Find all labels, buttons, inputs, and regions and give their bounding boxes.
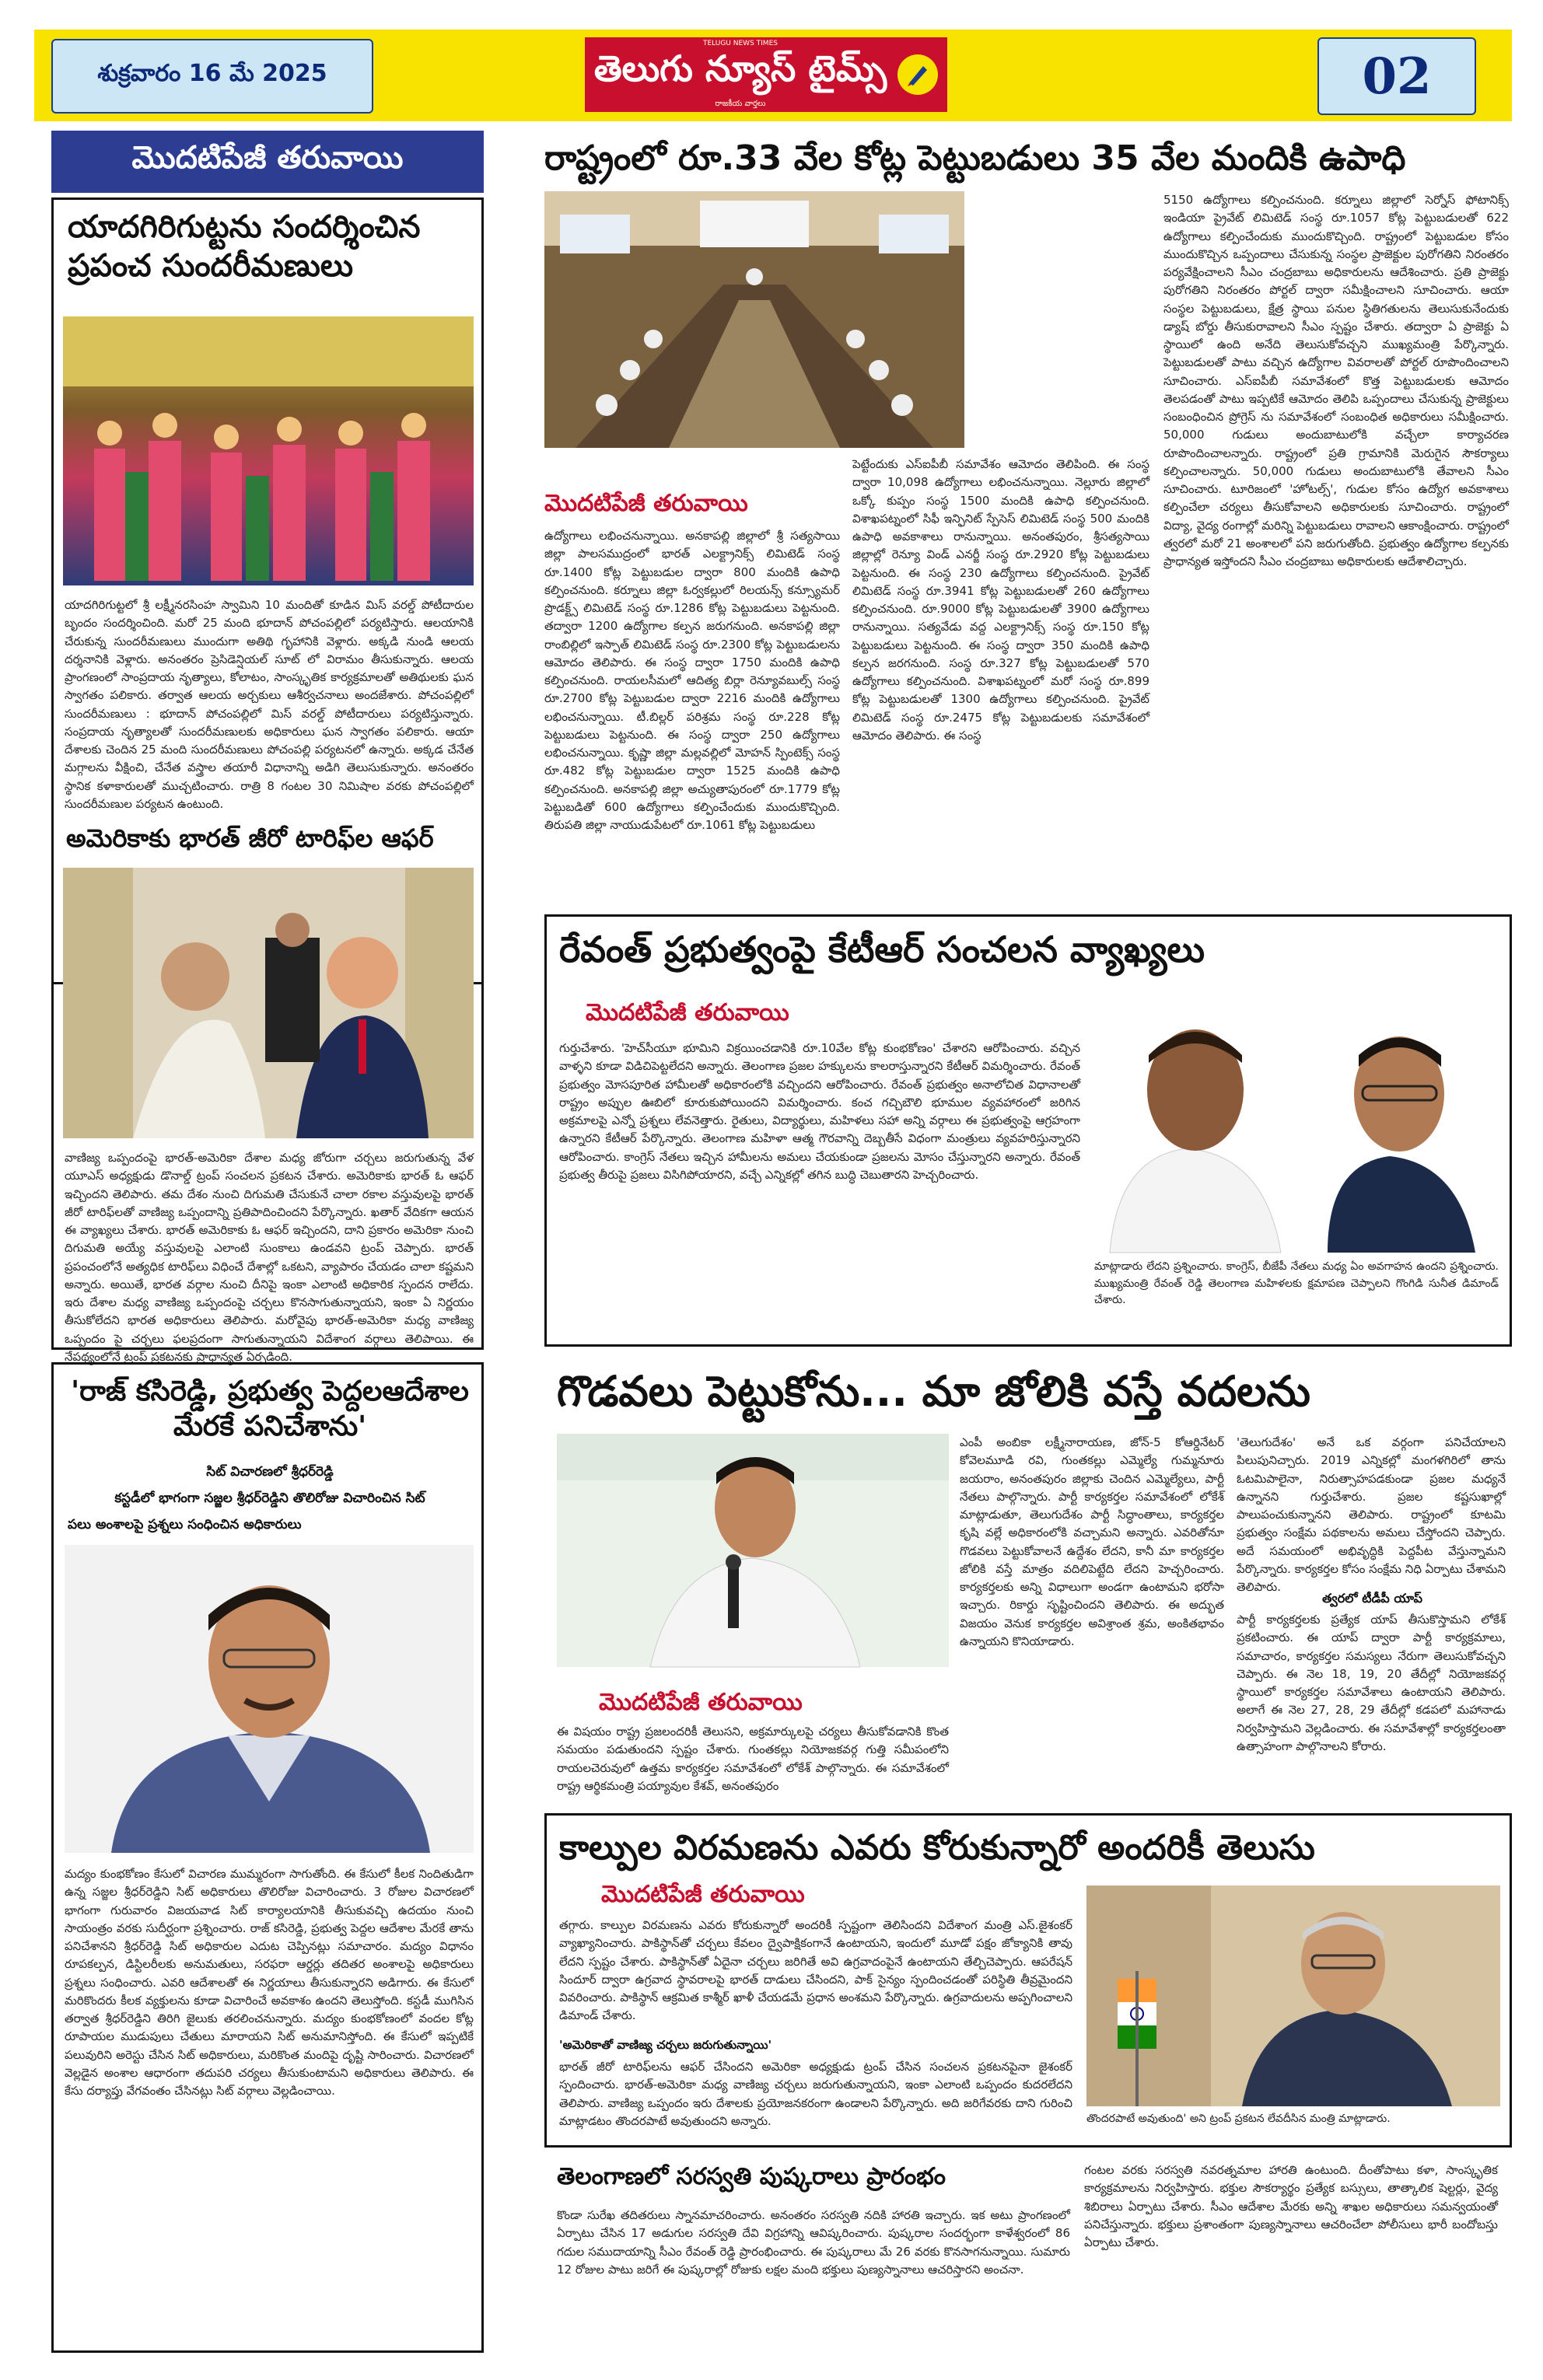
body-investment-right: 5150 ఉద్యోగాలు కల్పించనుంది. కర్నూలు జిల్లాలో సెర్నోస్ ఫోటానిక్స్ ఇండియా ప్రైవేట్ లిమిటెడ్ సంస్థ రూ.1057 కోట్ల పెట్టుబడులతో 622 ఉద్యోగాలు కల్పించేందుకు ముందుకొచ్చింది. రాష్ట్రంలో పెట్టుబడుల కోసం ముందుకొచ్చిన ఒప్పందాలు చేసుకున్న సంస్థల ప్రాజెక్టుల పురోగతిని నిరంతరం పర్యవేక్షించాలని సీఎం చంద్రబాబు అధికారులను ఆదేశించారు. ప్రతి ప్రాజెక్టు పురోగతిని నిరంతరం పోర్టల్ ద్వారా సమీక్షించాలని సూచించారు. ఆయా సంస్థల పెట్టుబడులు, క్షేత్ర స్థాయి పనుల స్థితిగతులను తెలుసుకునేందుకు డ్యాష్ బోర్డు తీసుకురావాలని సీఎం స్పష్టం చేశారు. తద్వారా ఏ ప్రాజెక్టు ఏ స్థాయిలో ఉంది అనేది తెలుసుకోవచ్చని ముఖ్యమంత్రి పేర్కొన్నారు. పెట్టుబడులతో పాటు వచ్చిన ఉద్యోగాల వివరాలతో పోర్టల్ రూపొందించాలని సూచించారు. ఎస్ఐపీబీ సమావేశంలో కొత్త పెట్టుబడులకు ఆమోదం తెలపడంతో పాటు ఇప్పటికే ఆమోదం తెలిపి ఒప్పందాలు చేసుకున్న ప్రాజెక్టులు సంబంధించిన ప్రోగ్రెస్ ను సమావేశంలో సంబంధిత అధికారులు సమీక్షించారు. 50,000 గుడులు అందుబాటులోకి వచ్చేలా కార్యాచరణ రూపొందించాలన్నారు. రాష్ట్రంలో ప్రతి గ్రామానికి మెరుగైన సౌకర్యాలు కల్పించాలన్నారు. 50,000 గుడులు అందుబాటులోకి తేవాలని సీఎం సూచించారు. టూరిజంలో 'హోటల్స్', గుడుల కోసం ఉద్యోగ అవకాశాలు కల్పించేలా చర్యలు తీసుకోవాలని అధికారులకు సూచించారు. రాష్ట్రంలో విద్యా, వైద్య రంగాల్లో మరిన్ని పెట్టుబడులు రావాలని ఆకాంక్షించారు. రాష్ట్రంలో త్వరలో మరో 21 అంశాలలో పని జరుగుతోంది. ప్రభుత్వం ఉద్యోగాల కల్పనకు ప్రాధాన్యత ఇస్తోందని సీఎం చంద్రబాబు అధికారులకు ఆదేశాలిచ్చారు. (1163, 193, 1509, 568)
headline-revanth: రేవంత్ ప్రభుత్వంపై కేటీఆర్ సంచలన వ్యాఖ్యలు (559, 928, 1205, 970)
subhead-custody: కస్టడీలో భాగంగా సజ్జల శ్రీధర్‌రెడ్డిని తొలిరోజు విచారించిన సిట్ (114, 1491, 425, 1506)
headline-yadagiri: యాదగిరిగుట్టను సందర్శించిన ప్రపంచ సుందరీమణులు (68, 209, 421, 284)
article-raj-kasireddy (51, 1362, 484, 2353)
subhead-sit: సిట్ విచారణలో శ్రీధర్‌రెడ్డి (206, 1464, 334, 1480)
headline-investment: రాష్ట్రంలో రూ.33 వేల కోట్ల పెట్టుబడులు 35 వేల మందికి ఉపాధి (544, 138, 1406, 178)
article-investment (510, 131, 1512, 908)
article-pushkaralu (544, 2160, 1512, 2354)
date-box (51, 39, 373, 114)
body-pushkaralu-left: కొండా సురేఖ తదితరులు స్నానమాచరించారు. అనంతరం సరస్వతి నదికి హారతి ఇచ్చారు. ఇక అటు ప్రాంగణంలో ఏర్పాటు చేసిన 17 అడుగుల సరస్వతి దేవి విగ్రహాన్ని ఆవిష్కరించారు. పుష్కరాల సందర్భంగా కాళేశ్వరంలో 86 గదుల సముదాయాన్ని సీఎం రేవంత్ రెడ్డి ప్రారంభించారు. ఈ పుష్కరాలు మే 26 వరకు కొనసాగనున్నాయి. సుమారు 12 రోజుల పాటు జరిగే ఈ పుష్కరాల్లో రోజుకు లక్షల మంది భక్తులు పుణ్యస్నానాలు ఆచరిస్తారని అంచనా. (557, 2208, 1070, 2277)
body-pushkaralu-right: గంటల వరకు సరస్వతి నవరత్నమాల హారతి ఉంటుంది. దీంతోపాటు కళా, సాంస్కృతిక కార్యక్రమాలను నిర్వహిస్తారు. భక్తుల సౌకర్యార్థం ప్రత్యేక బస్సులు, తాత్కాలిక షెల్టర్లు, వైద్య శిబిరాలు ఏర్పాటు చేశారు. సీఎం ఆదేశాల మేరకు అన్ని శాఖల అధికారులు సమన్వయంతో పనిచేస్తున్నారు. భక్తులు ప్రశాంతంగా పుణ్యస్నానాలు ఆచరించేలా పోలీసులు భారీ బందోబస్తు ఏర్పాటు చేశారు. (1084, 2163, 1498, 2249)
subhead-trade-talks: 'అమెరికాతో వాణిజ్య చర్చలు జరుగుతున్నాయి' (559, 2038, 772, 2052)
continued-label-lokesh: మొదటిపేజీ తరువాయి (599, 1689, 803, 1716)
logo-tagline: రాజకీయ వార్తలు (715, 100, 766, 108)
continued-label-investment: మొదటిపేజీ తరువాయి (544, 490, 748, 517)
subhead-questions: పలు అంశాలపై ప్రశ్నలు సంధించిన అధికారులు (68, 1517, 302, 1532)
body-investment-left: ఉద్యోగాలు లభించనున్నాయి. అనకాపల్లి జిల్లాలో శ్రీ సత్యసాయి జిల్లా పాలసముద్రంలో భారత్ ఎలక్ట్రానిక్స్ లిమిటెడ్ సంస్థ రూ.1400 కోట్ల పెట్టుబడుల ద్వారా 800 మందికి ఉపాధి కల్పించనుంది. కర్నూలు జిల్లా ఓర్వకల్లులో రిలయన్స్ కన్స్యూమర్ ప్రొడక్ట్స్ లిమిటెడ్ సంస్థ రూ.1286 కోట్ల పెట్టుబడులు పెట్టనుంది. తద్వారా 1200 ఉద్యోగాల కల్పన జరుగనుంది. అనకాపల్లి జిల్లా రాంబిల్లిలో ఇస్పాత్ లిమిటెడ్ సంస్థ రూ.2300 కోట్ల పెట్టుబడులను ఆమోదం తెలిపారు. ఈ సంస్థ ద్వారా 1750 మందికి ఉపాధి కల్పించనుంది. రాయలసీమలో ఆదిత్య బిర్లా రెన్యూవబుల్స్ సంస్థ రూ.2700 కోట్ల పెట్టుబడుల ద్వారా 2216 మందికి ఉద్యోగాలు లభించనున్నాయి. టీ.బిల్లర్ పరిశ్రమ సంస్థ రూ.228 కోట్ల పెట్టుబడులు పెట్టనుంది. ఈ సంస్థ ద్వారా 250 ఉద్యోగాలు లభించనున్నాయి. కృష్ణా జిల్లా మల్లవల్లిలో మోహన్ స్పింటెక్స్ సంస్థ రూ.482 కోట్ల పెట్టుబడుల ద్వారా 1525 మందికి ఉపాధి కల్పించనుంది. అనకాపల్లి జిల్లా అచ్యుతాపురంలో రూ.1779 కోట్ల పెట్టుబడితో 600 ఉద్యోగాలు కల్పించేందుకు ముందుకొచ్చింది. తిరుపతి జిల్లా నాయుడుపేటలో రూ.1061 కోట్ల పెట్టుబడులు (544, 529, 840, 832)
body-raj-kasireddy: మద్యం కుంభకోణం కేసులో విచారణ ముమ్మరంగా సాగుతోంది. ఈ కేసులో కీలక నిందితుడిగా ఉన్న సజ్జల శ్రీధర్‌రెడ్డిని సిట్ అధికారులు తొలిరోజు విచారించారు. 3 రోజుల విచారణలో భాగంగా గురువారం విజయవాడ సిట్ కార్యాలయానికి తీసుకువచ్చి ఉదయం నుంచి సాయంత్రం వరకు సుదీర్ఘంగా ప్రశ్నించారు. రాజ్ కసిరెడ్డి, ప్రభుత్వ పెద్దల ఆదేశాల మేరకే తాను పనిచేశానని శ్రీధర్‌రెడ్డి సిట్ అధికారుల ఎదుట చెప్పినట్లు సమాచారం. మద్యం విధానం రూపకల్పన, డిస్టిలరీలకు అనుమతులు, సరఫరా ఆర్డర్లు తదితర అంశాలపై అధికారులు ప్రశ్నలు సంధించారు. ఎవరి ఆదేశాలతో ఈ నిర్ణయాలు తీసుకున్నారని అడిగారు. ఈ కేసులో మరికొందరు కీలక వ్యక్తులను కూడా విచారించే అవకాశం ఉందని తెలుస్తోంది. కస్టడీ ముగిసిన తర్వాత శ్రీధర్‌రెడ్డిని తిరిగి జైలుకు తరలించనున్నారు. మద్యం కుంభకోణంలో వందల కోట్ల రూపాయల ముడుపులు చేతులు మారాయని సిట్ అనుమానిస్తోంది. ఈ కేసులో ఇప్పటికే పలువురిని అరెస్టు చేసిన సిట్ అధికారులు, మరికొంత మందిపై దృష్టి సారించారు. విచారణలో వెల్లడైన అంశాల ఆధారంగా తదుపరి చర్యలు తీసుకుంటామని అధికారులు తెలిపారు. ఈ కేసు దర్యాప్తు వేగవంతం చేసినట్లు సిట్ వర్గాలు వెల్లడించాయి. (65, 1867, 474, 2098)
body-jaishankar: తగ్గారు. కాల్పుల విరమణను ఎవరు కోరుకున్నారో అందరికీ స్పష్టంగా తెలిసిందని విదేశాంగ మంత్రి ఎస్.జైశంకర్ వ్యాఖ్యానించారు. పాకిస్థాన్‌తో చర్చలు కేవలం ద్వైపాక్షికంగానే ఉంటాయని, ఇందులో మూడో పక్షం జోక్యానికి తావు లేదని స్పష్టం చేశారు. పాకిస్థాన్‌తో ఏదైనా చర్చలు జరిగితే అవి ఉగ్రవాదంపైనే ఉంటాయని తేల్చిచెప్పారు. ఆపరేషన్ సిందూర్ ద్వారా ఉగ్రవాద స్థావరాలపై భారత్ దాడులు చేసిందని, పాక్ సైన్యం స్పందించడంతో పరిస్థితి తీవ్రమైందని వివరించారు. పాకిస్థాన్ ఆక్రమిత కాశ్మీర్ ఖాళీ చేయడమే ప్రధాన అంశమని పేర్కొన్నారు. ఉగ్రవాదులను అప్పగించాలని డిమాండ్ చేశారు. (559, 1918, 1072, 2023)
photo-sridhar-reddy (65, 1545, 474, 1853)
section-label (51, 131, 484, 193)
article-jaishankar (544, 1813, 1512, 2148)
subhead-tdp-app: త్వరలో టీడీపీ యాప్ (1322, 1591, 1422, 1606)
photo-jaishankar (1086, 1885, 1500, 2106)
newspaper-logo (585, 37, 947, 112)
pen-icon (897, 54, 938, 95)
body-revanth: గుర్తుచేశారు. 'హెచ్‌సీయూ భూమిని విక్రయించడానికి రూ.10వేల కోట్ల కుంభకోణం' చేశారని ఆరోపించారు. వచ్చిన వాళ్ళని కూడా విడిచిపెట్టలేదని అన్నారు. తెలంగాణ ప్రజల హక్కులను కాలరాస్తున్నారని కేటీఆర్ విమర్శించారు. రేవంత్ ప్రభుత్వం మోసపూరిత హామీలతో అధికారంలోకి వచ్చిందని ఆరోపించారు. రేవంత్ ప్రభుత్వం అనాలోచిత విధానాలతో రాష్ట్రం అప్పుల ఊబిలో కూరుకుపోయిందని విమర్శించారు. కంచ గచ్చిబౌలి భూముల వ్యవహారంలో జరిగిన అక్రమాలపై ఎన్నో ప్రశ్నలు లేవనెత్తారు. రైతులు, విద్యార్థులు, మహిళలు సహా అన్ని వర్గాలు ఈ ప్రభుత్వంపై ఆగ్రహంగా ఉన్నారని కేటీఆర్ పేర్కొన్నారు. తెలంగాణ మహిళా ఆత్మ గౌరవాన్ని దెబ్బతీసే విధంగా మంత్రులు వ్యవహరిస్తున్నారని ఆరోపించారు. కాంగ్రెస్ నేతలు ఇచ్చిన హామీలను అమలు చేయకుండా ప్రజలను మోసం చేస్తున్నారని అన్నారు. రేవంత్ ప్రభుత్వ తీరుపై ప్రజలు విసిగిపోయారని, వచ్చే ఎన్నికల్లో తగిన బుద్ధి చెబుతారని హెచ్చరించారు. (559, 1041, 1080, 1182)
page-number (1317, 37, 1476, 115)
article-lokesh (544, 1362, 1512, 1813)
continued-label-revanth: మొదటిపేజీ తరువాయి (586, 999, 789, 1026)
logo-text: తెలుగు న్యూస్ టైమ్స్ (593, 47, 887, 89)
body-lokesh-right: 'తెలుగుదేశం' అనే ఒక వర్గంగా పనిచేయాలని పిలుపునిచ్చారు. 2019 ఎన్నికల్లో మంగళగిరిలో తాను ఓటమిపాలైనా, నిరుత్సాహపడకుండా ప్రజల మధ్యనే ఉన్నానని గుర్తుచేశారు. ప్రజల కష్టసుఖాల్లో పాలుపంచుకున్నానని తెలిపారు. రాష్ట్రంలో కూటమి ప్రభుత్వం సంక్షేమ పథకాలను అమలు చేస్తోందని చెప్పారు. అదే సమయంలో అభివృద్ధికి పెద్దపీట వేస్తున్నామని పేర్కొన్నారు. కార్యకర్తల కోసం సంక్షేమ నిధి ఏర్పాటు చేశామని తెలిపారు. (1237, 1435, 1506, 1594)
body-lokesh-middle: ఎంపీ అంబికా లక్ష్మీనారాయణ, జోన్-5 కోఆర్డినేటర్ కోవెలమూడి రవి, గుంతకల్లు ఎమ్మెల్యే గుమ్మనూరు జయరాం, అనంతపురం జిల్లాకు చెందిన ఎమ్మెల్యేలు, పార్టీ నేతలు పాల్గొన్నారు. పార్టీ కార్యకర్తల సమావేశంలో లోకేశ్ మాట్లాడుతూ, తెలుగుదేశం పార్టీ సిద్ధాంతాలు, కార్యకర్తల కృషి వల్లే అధికారంలోకి వచ్చామని అన్నారు. ఎవరితోనూ గొడవలు పెట్టుకోవాలనే ఉద్దేశం లేదని, కానీ మా కార్యకర్తల జోలికి వస్తే మాత్రం వదిలిపెట్టేది లేదని హెచ్చరించారు. కార్యకర్తలకు అన్ని విధాలుగా అండగా ఉంటామని భరోసా ఇచ్చారు. రికార్డు సృష్టించిందని తెలిపారు. ఈ అద్భుత విజయం వెనుక కార్యకర్తల అవిశ్రాంత శ్రమ, అంకితభావం ఉన్నాయని కొనియాడారు. (960, 1435, 1224, 1648)
headline-lokesh: గొడవలు పెట్టుకోను... మా జోలికి వస్తే వదలను (557, 1367, 1310, 1416)
body-america: వాణిజ్య ఒప్పందంపై భారత్-అమెరికా దేశాల మధ్య జోరుగా చర్చలు జరుగుతున్న వేళ యూఎస్ అధ్యక్షుడు డొనాల్డ్ ట్రంప్ సంచలన ప్రకటన చేశారు. అమెరికాకు భారత్ ఓ ఆఫర్ ఇచ్చిందని తెలిపారు. తమ దేశం నుంచి దిగుమతి చేసుకునే చాలా రకాల వస్తువులపై భారత్ జీరో టారిఫ్‌లతో వాణిజ్య ఒప్పందాన్ని ప్రతిపాదించిందని పేర్కొన్నారు. ఖతార్ వేదికగా ఆయన ఈ వ్యాఖ్యలు చేశారు. భారత్ అమెరికాకు ఓ ఆఫర్ ఇచ్చిందని, దాని ప్రకారం అమెరికా నుంచి దిగుమతి అయ్యే వస్తువులపై ఎలాంటి సుంకాలు ఉండవని ట్రంప్ చెప్పారు. భారత్ ప్రపంచంలోనే అత్యధిక టారిఫ్‌లు విధించే దేశాల్లో ఒకటని, వ్యాపారం చేయడం చాలా కష్టమని అన్నారు. అయితే, భారత వర్గాల నుంచి దీనిపై ఇంకా ఎలాంటి అధికారిక స్పందన రాలేదు. ఇరు దేశాల మధ్య వాణిజ్య ఒప్పందంపై చర్చలు కొనసాగుతున్నాయని, ఇంకా ఏ నిర్ణయం తీసుకోలేదని భారత అధికారులు తెలిపారు. మరోవైపు భారత్-అమెరికా మధ్య వాణిజ్య ఒప్పందం పై చర్చలు ఫలప్రదంగా సాగుతున్నాయని విదేశాంగ వర్గాలు తెలిపాయి. ఈ నేపథ్యంలోనే ట్రంప్ ప్రకటనకు ప్రాధాన్యత ఏర్పడింది. (65, 1151, 474, 1364)
headline-america: అమెరికాకు భారత్ జీరో టారిఫ్‌ల ఆఫర్ (66, 823, 434, 853)
continued-label-jaishankar: మొదటిపేజీ తరువాయి (601, 1881, 805, 1908)
photo-lokesh (557, 1434, 949, 1667)
article-revanth (544, 914, 1512, 1347)
body-jaishankar-2: భారత్ జీరో టారిఫ్‌లను ఆఫర్ చేసిందని అమెరికా అధ్యక్షుడు ట్రంప్ చేసిన సంచలన ప్రకటనపైనా జైశంకర్ స్పందించారు. భారత్-అమెరికా మధ్య వాణిజ్య చర్చలు జరుగుతున్నాయని, ఇంకా ఎలాంటి ఒప్పందం కుదరలేదని తెలిపారు. వాణిజ్య ఒప్పందం ఇరు దేశాలకు ప్రయోజనకరంగా ఉండాలని పేర్కొన్నారు. అది జరిగేవరకు దాని గురించి మాట్లాడటం తొందరపాటే అవుతుందని అన్నారు. (559, 2060, 1072, 2128)
article-america (51, 813, 484, 1364)
photo-revanth-ktr (1094, 1008, 1499, 1253)
body-investment-middle: పెట్టేందుకు ఎస్ఐపీబీ సమావేశం ఆమోదం తెలిపింది. ఈ సంస్థ ద్వారా 10,098 ఉద్యోగాలు లభించనున్నాయి. నెల్లూరు జిల్లాలో ఒక్కో కుప్పం సంస్థ 1500 మందికి ఉపాధి కల్పించనుంది. విశాఖపట్నంలో సిఫీ ఇన్ఫినిట్ స్పేసెస్ లిమిటెడ్ సంస్థ 500 మందికి ఉపాధి అవకాశాలు రానున్నాయి. అనంతపురం, శ్రీసత్యసాయి జిల్లాల్లో రెన్యూ విండ్ ఎనర్జీ సంస్థ రూ.2920 కోట్ల పెట్టుబడులు పెట్టనుంది. ఈ సంస్థ 230 ఉద్యోగాలు కల్పించనుంది. ప్రైవేట్ లిమిటెడ్ సంస్థ రూ.3941 కోట్ల పెట్టుబడులతో 260 ఉద్యోగాలు కల్పించనుంది. రూ.9000 కోట్ల పెట్టుబడులతో 3900 ఉద్యోగాలు రానున్నాయి. సత్యవేడు వద్ద ఎలక్ట్రానిక్స్ సంస్థ రూ.150 కోట్ల పెట్టుబడులు పెట్టనుంది. ఈ సంస్థ ద్వారా 350 మందికి ఉపాధి కల్పన జరగనుంది. సంస్థ రూ.327 కోట్ల పెట్టుబడులతో 570 ఉద్యోగాలు కల్పించనుంది. విశాఖపట్నంలో మరో సంస్థ రూ.899 కోట్ల పెట్టుబడులతో 1300 ఉద్యోగాలు కల్పించనుంది. ప్రైవేట్ లిమిటెడ్ సంస్థ రూ.2475 కోట్ల పెట్టుబడులకు సమావేశంలో ఆమోదం తెలిపారు. ఈ సంస్థ (852, 457, 1149, 743)
headline-pushkaralu: తెలంగాణలో సరస్వతి పుష్కరాలు ప్రారంభం (557, 2163, 946, 2190)
body-lokesh-left: ఈ విషయం రాష్ట్ర ప్రజలందరికీ తెలుసని, అక్రమార్కులపై చర్యలు తీసుకోవడానికి కొంత సమయం పడుతుందని స్పష్టం చేశారు. గుంతకల్లు నియోజకవర్గ గుత్తి సమీపంలోని రాయలచెరువులో ఉత్తమ కార్యకర్తల సమావేశంలో లోకేశ్ పాల్గొన్నారు. ఈ సమావేశంలో రాష్ట్ర ఆర్థికమంత్రి పయ్యావుల కేశవ్, అనంతపురం (557, 1725, 949, 1793)
section-label-text: మొదటిపేజీ తరువాయి (131, 140, 404, 176)
page-number-text: 02 (1362, 47, 1432, 106)
issue-date: శుక్రవారం 16 మే 2025 (97, 60, 327, 87)
headline-jaishankar: కాల్పుల విరమణను ఎవరు కోరుకున్నారో అందరికీ తెలుసు (559, 1828, 1315, 1868)
logo-english: TELUGU NEWS TIMES (703, 40, 778, 47)
photo-modi-trump (63, 868, 474, 1138)
caption-jaishankar: తొందరపాటే అవుతుంది' అని ట్రంప్ ప్రకటన లేవదీసిన మంత్రి మాట్లాడారు. (1086, 2113, 1391, 2125)
photo-miss-world-contestants (63, 316, 474, 585)
body-yadagiri: యాదగిరిగుట్టలో శ్రీ లక్ష్మీనరసింహ స్వామిని 10 మందితో కూడిన మిస్ వరల్డ్ పోటీదారుల బృందం సందర్శించింది. మరో 25 మంది భూదాన్ పోచంపల్లిలో పర్యటిస్తారు. ఆలయానికి చేరుకున్న సుందరీమణులు ముందుగా అతిథి గృహానికి వెళ్లారు. అక్కడి నుండి ఆలయ దర్శనానికి వెళ్లారు. అనంతరం ప్రెసిడెన్షియల్ సూట్ లో విరామం తీసుకున్నారు. ఆలయ ప్రాంగణంలో సాంప్రదాయ నృత్యాలు, కోలాటం, సాంస్కృతిక కార్యక్రమాలతో అతిథులకు ఘన స్వాగతం పలికారు. తర్వాత ఆలయ అర్చకులు ఆశీర్వచనాలు అందజేశారు. పోచంపల్లిలో సుందరీమణులు : భూదాన్ పోచంపల్లిలో మిస్ వరల్డ్ పోటీదారులు పర్యటిస్తున్నారు. సంప్రదాయ నృత్యాలతో సుందరీమణులకు అధికారులు ఘన స్వాగతం పలికారు. ఆయా దేశాలకు చెందిన 25 మంది సుందరీమణులు పోచంపల్లి పర్యటనలో ఉన్నారు. అక్కడ చేనేత మగ్గాలను వీక్షించి, చేనేత వస్త్రాల తయారీ విధానాన్ని అడిగి తెలుసుకున్నారు. అనంతరం స్థానిక కళాకారులతో ముచ్చటించారు. రాత్రి 8 గంటల 30 నిమిషాల వరకు పోచంపల్లిలో సుందరీమణుల పర్యటన ఉంటుంది. (65, 598, 474, 811)
headline-raj-kasireddy: 'రాజ్ కసిరెడ్డి, ప్రభుత్వ పెద్దలఆదేశాల మేరకే పనిచేశాను' (71, 1375, 469, 1442)
body-lokesh-right2: పార్టీ కార్యకర్తలకు ప్రత్యేక యాప్ తీసుకొస్తామని లోకేశ్ ప్రకటించారు. ఈ యాప్ ద్వారా పార్టీ కార్యక్రమాలు, సమాచారం, కార్యకర్తల సమస్యలు నేరుగా తెలుసుకోవచ్చని చెప్పారు. ఈ నెల 18, 19, 20 తేదీల్లో నియోజకవర్గ స్థాయిలో కార్యకర్తల సమావేశాలు ఉంటాయని తెలిపారు. అలాగే ఈ నెల 27, 28, 29 తేదీల్లో కడపలో మహానాడు నిర్వహిస్తామని వెల్లడించారు. ఈ సమావేశాల్లో కార్యకర్తలంతా ఉత్సాహంగా పాల్గొనాలని కోరారు. (1237, 1613, 1506, 1753)
caption-revanth: మాట్లాడారు లేదని ప్రశ్నించారు. కాంగ్రెస్, బీజేపీ నేతలు మధ్య ఏం అవగాహన ఉందని ప్రశ్నించారు. ముఖ్యమంత్రి రేవంత్ రెడ్డి తెలంగాణ మహిళలకు క్షమాపణ చెప్పాలని గొంగిడి సునీత డిమాండ్ చేశారు. (1094, 1260, 1499, 1307)
photo-sipb-meeting (544, 191, 964, 448)
